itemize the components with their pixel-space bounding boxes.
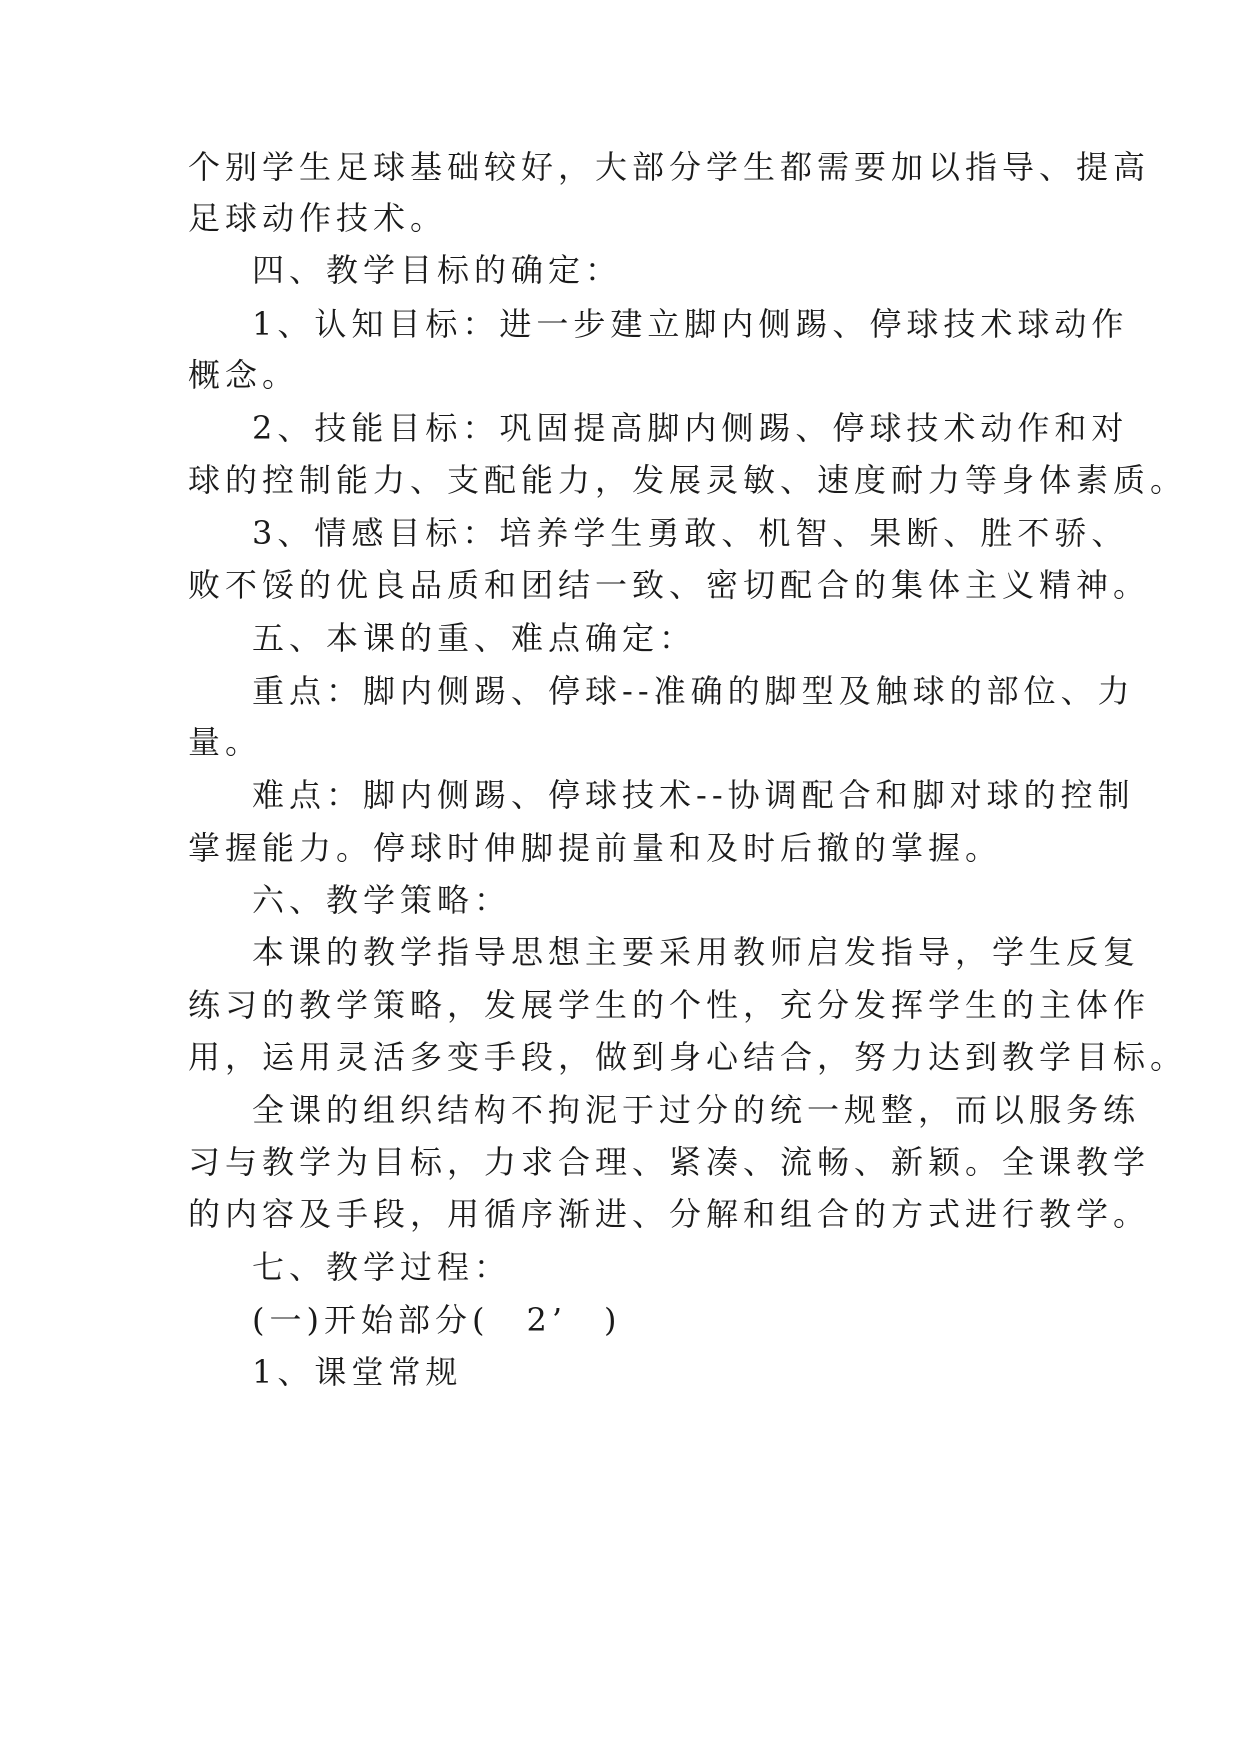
paragraph-line: 量。 <box>188 723 263 761</box>
section-heading: 四、教学目标的确定： <box>252 251 623 289</box>
section-heading: 七、教学过程： <box>252 1248 512 1286</box>
paragraph-line: 本课的教学指导思想主要采用教师启发指导，学生反复 <box>252 933 1141 971</box>
paragraph-line: 的内容及手段，用循序渐进、分解和组合的方式进行教学。 <box>188 1195 1151 1233</box>
paragraph-line: 球的控制能力、支配能力，发展灵敏、速度耐力等身体素质。 <box>188 461 1188 499</box>
subsection-heading: (一)开始部分( 2’ ) <box>252 1301 622 1339</box>
section-heading: 六、教学策略： <box>252 881 512 919</box>
paragraph-line: 足球动作技术。 <box>188 199 448 237</box>
paragraph-line: 概念。 <box>188 356 300 394</box>
paragraph-line: 败不馁的优良品质和团结一致、密切配合的集体主义精神。 <box>188 566 1151 604</box>
paragraph-line: 全课的组织结构不拘泥于过分的统一规整，而以服务练 <box>252 1091 1141 1129</box>
paragraph-line: 重点：脚内侧踢、停球--准确的脚型及触球的部位、力 <box>252 672 1135 710</box>
paragraph-line: 2、技能目标：巩固提高脚内侧踢、停球技术动作和对 <box>252 409 1129 447</box>
paragraph-line: 难点：脚内侧踢、停球技术--协调配合和脚对球的控制 <box>252 776 1135 814</box>
section-heading: 五、本课的重、难点确定： <box>252 619 697 657</box>
paragraph-line: 练习的教学策略，发展学生的个性，充分发挥学生的主体作 <box>188 986 1151 1024</box>
paragraph-line: 个别学生足球基础较好，大部分学生都需要加以指导、提高 <box>188 148 1151 186</box>
paragraph-line: 掌握能力。停球时伸脚提前量和及时后撤的掌握。 <box>188 829 1003 867</box>
paragraph-line: 用，运用灵活多变手段，做到身心结合，努力达到教学目标。 <box>188 1038 1188 1076</box>
paragraph-line: 1、认知目标：进一步建立脚内侧踢、停球技术球动作 <box>252 305 1129 343</box>
paragraph-line: 3、情感目标：培养学生勇敢、机智、果断、胜不骄、 <box>252 514 1129 552</box>
paragraph-line: 习与教学为目标，力求合理、紧凑、流畅、新颖。全课教学 <box>188 1143 1151 1181</box>
paragraph-line: 1、课堂常规 <box>252 1353 463 1391</box>
